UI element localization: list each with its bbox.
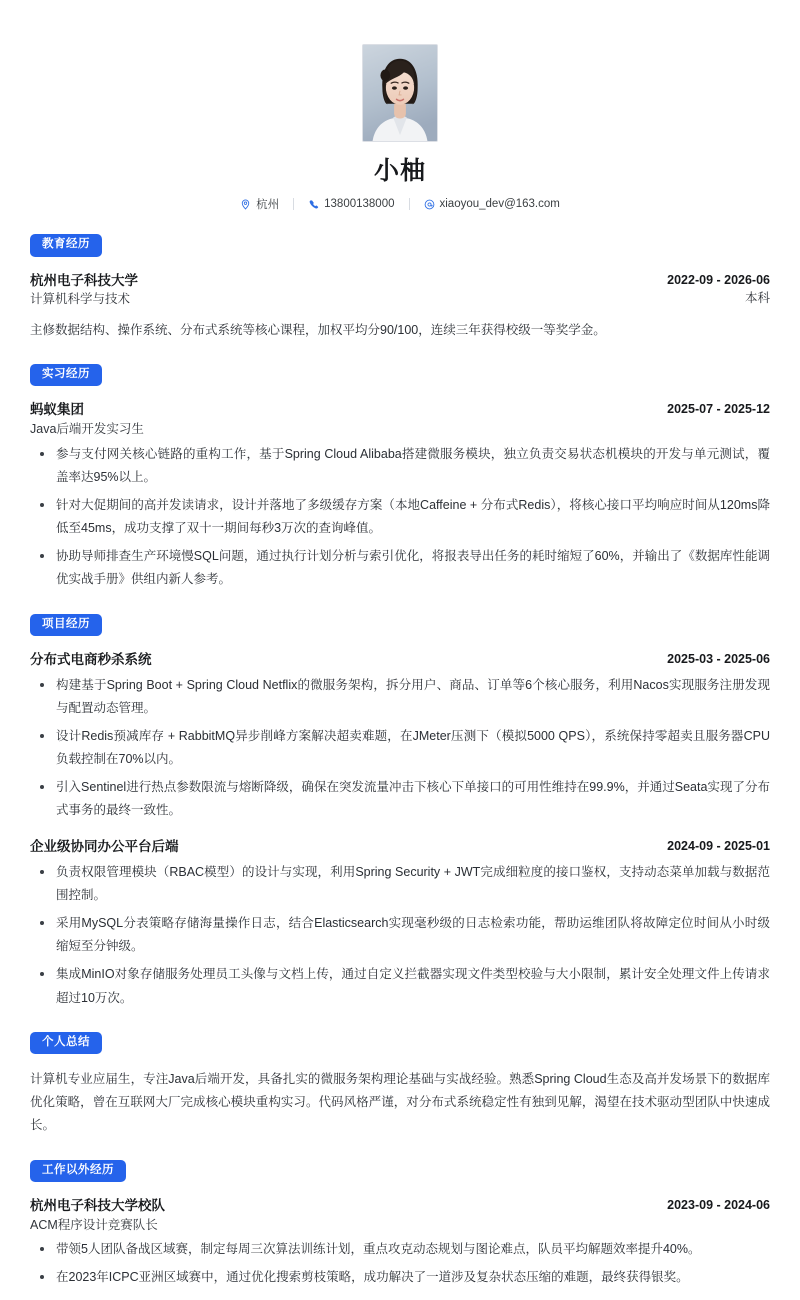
entry-paragraph: 计算机专业应届生，专注Java后端开发，具备扎实的微服务架构理论基础与实战经验。熟悉Spring Cloud生态及高并发场景下的数据库优化策略，曾在互联网大厂完成核心模块重构实习。代码风格严谨，对分布式系统稳定性有独到见解，渴望在技术驱动型团队中快速成长。 bbox=[30, 1072, 770, 1133]
email-at-icon bbox=[424, 199, 435, 210]
contact-phone-text: 13800138000 bbox=[324, 198, 395, 210]
entry-date-range: 2023-09 - 2024-06 bbox=[667, 1198, 770, 1212]
contact-location-text: 杭州 bbox=[256, 199, 280, 211]
entry-left bbox=[30, 650, 152, 670]
avatar bbox=[362, 44, 438, 142]
resume-section bbox=[30, 234, 770, 342]
entry-right bbox=[667, 400, 770, 418]
entry-left bbox=[30, 400, 144, 438]
entry-bullet-list bbox=[30, 1238, 770, 1289]
bullet-item: 在2023年ICPC亚洲区域赛中，通过优化搜索剪枝策略，成功解决了一道涉及复杂状态压缩的难题，最终获得银奖。 bbox=[30, 1266, 770, 1289]
entry-bullet-list bbox=[30, 674, 770, 823]
bullet-item: 负责权限管理模块（RBAC模型）的设计与实现，利用Spring Security + JWT完成细粒度的接口鉴权，支持动态菜单加载与数据范围控制。 bbox=[30, 861, 770, 907]
section-badge: 个人总结 bbox=[30, 1032, 102, 1055]
bullet-item: 参与支付网关核心链路的重构工作，基于Spring Cloud Alibaba搭建微服务模块，独立负责交易状态机模块的开发与单元测试，覆盖率达95%以上。 bbox=[30, 443, 770, 489]
resume-entry bbox=[30, 271, 770, 342]
section-body bbox=[30, 271, 770, 342]
entry-degree: 本科 bbox=[744, 290, 770, 305]
entry-right bbox=[667, 837, 770, 855]
entry-date-range: 2022-09 - 2026-06 bbox=[667, 272, 770, 287]
entry-right bbox=[667, 271, 770, 308]
entry-role: 计算机科学与技术 bbox=[30, 292, 131, 307]
entry-header bbox=[30, 1196, 770, 1234]
bullet-item: 协助导师排查生产环境慢SQL问题，通过执行计划分析与索引优化，将报表导出任务的耗时缩短了60%，并输出了《数据库性能调优实战手册》供组内新人参考。 bbox=[30, 545, 770, 591]
resume-entry bbox=[30, 1068, 770, 1137]
entry-organization: 杭州电子科技大学 bbox=[30, 272, 138, 288]
resume-section bbox=[30, 1032, 770, 1138]
section-body bbox=[30, 1068, 770, 1137]
entry-bullet-list bbox=[30, 861, 770, 1010]
bullet-item: 集成MinIO对象存储服务处理员工头像与文档上传，通过自定义拦截器实现文件类型校验与大小限制，累计安全处理文件上传请求超过10万次。 bbox=[30, 963, 770, 1009]
bullet-item: 带领5人团队备战区域赛，制定每周三次算法训练计划，重点攻克动态规划与图论难点，队员平均解题效率提升40%。 bbox=[30, 1238, 770, 1261]
bullet-item: 构建基于Spring Boot + Spring Cloud Netflix的微服务架构，拆分用户、商品、订单等6个核心服务，利用Nacos实现服务注册发现与配置动态管理。 bbox=[30, 674, 770, 720]
entry-role: Java后端开发实习生 bbox=[30, 422, 144, 436]
page-title: 小柚 bbox=[373, 157, 426, 185]
entry-date-range: 2025-07 - 2025-12 bbox=[667, 402, 770, 417]
entry-left bbox=[30, 271, 138, 309]
phone-icon bbox=[308, 199, 319, 210]
contact-email-text: xiaoyou_dev@163.com bbox=[439, 198, 560, 210]
entry-organization: 杭州电子科技大学校队 bbox=[30, 1198, 165, 1213]
section-body bbox=[30, 650, 770, 1010]
section-badge: 教育经历 bbox=[30, 234, 102, 257]
contact-location bbox=[226, 196, 293, 212]
location-pin-icon bbox=[240, 199, 251, 210]
entry-header bbox=[30, 400, 770, 438]
bullet-item: 针对大促期间的高并发读请求，设计并落地了多级缓存方案（本地Caffeine + 分布式Redis），将核心接口平均响应时间从120ms降低至45ms，成功支撑了双十一期间每秒3万次的查询峰值。 bbox=[30, 494, 770, 540]
entry-organization: 企业级协同办公平台后端 bbox=[30, 839, 179, 855]
resume-entry bbox=[30, 837, 770, 1009]
bullet-item: 设计Redis预减库存 + RabbitMQ异步削峰方案解决超卖难题，在JMeter压测下（模拟5000 QPS），系统保持零超卖且服务器CPU负载控制在70%以内。 bbox=[30, 725, 770, 771]
entry-header bbox=[30, 650, 770, 670]
entry-organization: 分布式电商秒杀系统 bbox=[30, 652, 152, 667]
entry-bullet-list bbox=[30, 443, 770, 592]
resume-section bbox=[30, 614, 770, 1010]
entry-role: ACM程序设计竞赛队长 bbox=[30, 1217, 158, 1232]
entry-date-range: 2024-09 - 2025-01 bbox=[667, 839, 770, 854]
section-badge: 实习经历 bbox=[30, 364, 102, 387]
bullet-item: 引入Sentinel进行热点参数限流与熔断降级，确保在突发流量冲击下核心下单接口的可用性维持在99.9%，并通过Seata实现了分布式事务的最终一致性。 bbox=[30, 776, 770, 822]
section-body bbox=[30, 400, 770, 591]
resume-entry bbox=[30, 650, 770, 822]
resume-entry bbox=[30, 400, 770, 591]
contact-list bbox=[30, 196, 770, 212]
resume-section bbox=[30, 364, 770, 592]
bullet-item: 采用MySQL分表策略存储海量操作日志，结合Elasticsearch实现毫秒级的日志检索功能，帮助运维团队将故障定位时间从小时级缩短至分钟级。 bbox=[30, 912, 770, 958]
resume-section bbox=[30, 1160, 770, 1290]
section-body bbox=[30, 1196, 770, 1290]
section-badge: 工作以外经历 bbox=[30, 1160, 126, 1183]
entry-right bbox=[667, 650, 770, 668]
resume-header bbox=[30, 0, 770, 212]
entry-right bbox=[667, 1196, 770, 1214]
entry-header bbox=[30, 271, 770, 309]
resume-sections bbox=[30, 234, 770, 1290]
entry-left bbox=[30, 837, 179, 857]
contact-email bbox=[409, 198, 574, 210]
resume-entry bbox=[30, 1196, 770, 1290]
section-badge: 项目经历 bbox=[30, 614, 102, 637]
entry-paragraph: 主修数据结构、操作系统、分布式系统等核心课程，加权平均分90/100，连续三年获得校级一等奖学金。 bbox=[30, 322, 606, 337]
entry-organization: 蚂蚁集团 bbox=[30, 402, 84, 418]
contact-phone bbox=[293, 198, 408, 210]
entry-header bbox=[30, 837, 770, 857]
entry-date-range: 2025-03 - 2025-06 bbox=[667, 652, 770, 666]
entry-left bbox=[30, 1196, 165, 1234]
